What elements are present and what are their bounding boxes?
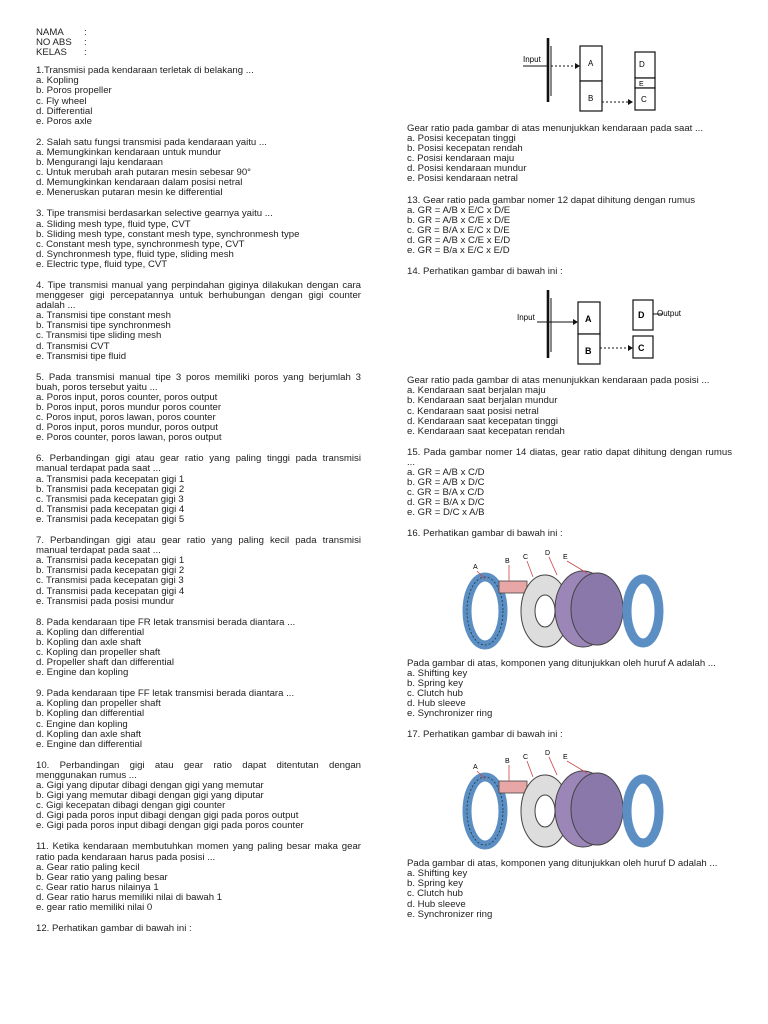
- question-3: [36, 209, 361, 270]
- question-14-continued: [407, 376, 732, 437]
- answer-option: d. Synchronmesh type, fluid type, sliding mesh: [36, 248, 234, 260]
- student-header: [36, 28, 361, 58]
- answer-option: d. GR = A/B x C/E x E/D: [407, 234, 511, 246]
- answer-option: d. Poros input, poros mundur, poros output: [36, 422, 218, 434]
- gear-d-label: D: [639, 60, 645, 69]
- answer-option: a. Gigi yang diputar dibagi dengan gigi yang memutar: [36, 780, 264, 791]
- question-stem: 4. Tipe transmisi manual yang perpindahan giginya dilakukan dengan cara menggeser gigi percepatannya untuk berhubungan dengan gigi counter adalah ...: [36, 279, 361, 312]
- question-2: [36, 138, 361, 199]
- question-13: [407, 196, 732, 257]
- question-8: [36, 618, 361, 679]
- gear-e-label: E: [639, 81, 644, 88]
- question-16: [407, 529, 732, 539]
- question-stem: 16. Perhatikan gambar di bawah ini :: [407, 528, 563, 540]
- question-stem: Gear ratio pada gambar di atas menunjukkan kendaraan pada saat ...: [407, 123, 703, 134]
- gear-a-label: A: [588, 59, 594, 68]
- sync-label-a: A: [473, 563, 478, 571]
- question-stem: Pada gambar di atas, komponen yang ditunjukkan oleh huruf D adalah ...: [407, 858, 718, 870]
- answer-option: e. Engine dan differential: [36, 738, 142, 750]
- answer-option: c. Clutch hub: [407, 888, 463, 900]
- right-question-list: [407, 124, 732, 920]
- sync-label-d: D: [545, 549, 551, 557]
- answer-option: b. Kendaraan saat berjalan mundur: [407, 395, 558, 407]
- question-stem: Pada gambar di atas, komponen yang ditunjukkan oleh huruf A adalah ...: [407, 657, 716, 669]
- answer-option: c. Transmisi pada kecepatan gigi 3: [36, 493, 184, 505]
- answer-option: a. Transmisi pada kecepatan gigi 1: [36, 555, 185, 567]
- answer-option: d. Transmisi pada kecepatan gigi 4: [36, 503, 185, 515]
- sync-label-c: C: [523, 553, 529, 561]
- question-stem: 13. Gear ratio pada gambar nomer 12 dapat dihitung dengan rumus: [407, 194, 695, 206]
- answer-option: b. Kopling dan differential: [36, 708, 145, 720]
- question-stem: 2. Salah satu fungsi transmisi pada kendaraan yaitu ...: [36, 136, 267, 148]
- header-sep: :: [84, 27, 87, 38]
- question-7: [36, 536, 361, 607]
- answer-option: c. GR = B/A x E/C x D/E: [407, 224, 510, 236]
- answer-option: c. Engine dan kopling: [36, 718, 128, 730]
- question-9: [36, 689, 361, 750]
- answer-option: e. Posisi kendaraan netral: [407, 173, 518, 185]
- shifting-key: [499, 781, 527, 793]
- answer-option: c. Kendaraan saat posisi netral: [407, 405, 539, 417]
- question-12-continued: [407, 124, 732, 185]
- input-label: Input: [523, 55, 541, 64]
- answer-option: e. Engine dan kopling: [36, 667, 129, 679]
- gear-a-label: A: [585, 314, 592, 325]
- answer-option: d. Kopling dan axle shaft: [36, 728, 142, 740]
- answer-option: a. Poros input, poros counter, poros output: [36, 391, 218, 403]
- answer-option: d. Propeller shaft dan differential: [36, 657, 174, 669]
- answer-option: d. Transmisi pada kecepatan gigi 4: [36, 585, 185, 597]
- answer-option: d. Gigi pada poros input dibagi dengan gigi pada poros output: [36, 810, 299, 822]
- answer-option: c. Clutch hub: [407, 687, 463, 699]
- answer-option: e. GR = B/a x E/C x E/D: [407, 245, 510, 257]
- question-stem: 15. Pada gambar nomer 14 diatas, gear ratio dapat dihitung dengan rumus ...: [407, 446, 732, 468]
- answer-option: a. Shifting key: [407, 868, 468, 880]
- answer-option: c. GR = B/A x C/D: [407, 487, 485, 499]
- gear-c-label: C: [638, 343, 645, 354]
- answer-option: a. GR = A/B x E/C x D/E: [407, 204, 511, 216]
- answer-option: d. Kendaraan saat kecepatan tinggi: [407, 415, 558, 427]
- answer-option: e. Poros counter, poros lawan, poros output: [36, 432, 222, 444]
- sync-label-c: C: [523, 754, 529, 762]
- sync-label-e: E: [563, 553, 568, 561]
- question-10: [36, 761, 361, 832]
- answer-option: a. Kopling dan differential: [36, 626, 145, 638]
- answer-option: e. Transmisi pada kecepatan gigi 5: [36, 513, 185, 525]
- question-stem: 8. Pada kendaraan tipe FR letak transmisi berada diantara ...: [36, 616, 296, 628]
- gear-c-label: C: [641, 95, 647, 104]
- answer-option: c. Kopling dan propeller shaft: [36, 646, 161, 658]
- answer-option: d. Transmisi CVT: [36, 340, 110, 352]
- answer-option: a. Sliding mesh type, fluid type, CVT: [36, 218, 191, 230]
- answer-option: a. Kopling dan propeller shaft: [36, 698, 161, 710]
- answer-option: b. Sliding mesh type, constant mesh type, synchronmesh type: [36, 228, 300, 240]
- answer-option: b. Transmisi pada kecepatan gigi 2: [36, 565, 185, 577]
- answer-option: e. gear ratio memiliki nilai 0: [36, 902, 153, 914]
- answer-option: e. Meneruskan putaran mesin ke differential: [36, 187, 223, 199]
- answer-option: b. GR = A/B x D/C: [407, 477, 485, 489]
- answer-option: b. GR = A/B x C/E x D/E: [407, 214, 511, 226]
- synchronizer-diagram-2: [437, 751, 677, 851]
- left-column: [36, 28, 361, 945]
- answer-option: e. Transmisi pada posisi mundur: [36, 595, 175, 607]
- question-stem: 7. Perbandingan gigi atau gear ratio yang paling kecil pada transmisi manual terdapat pada saat ...: [36, 535, 361, 557]
- input-label: Input: [517, 313, 535, 323]
- answer-option: c. Poros input, poros lawan, poros counter: [36, 412, 216, 424]
- answer-option: b. Poros propeller: [36, 85, 112, 97]
- question-stem: 17. Perhatikan gambar di bawah ini :: [407, 729, 563, 741]
- gear-b-label: B: [585, 346, 592, 357]
- answer-option: b. Transmisi pada kecepatan gigi 2: [36, 483, 185, 495]
- answer-option: e. Electric type, fluid type, CVT: [36, 258, 168, 270]
- answer-option: d. Hub sleeve: [407, 697, 466, 709]
- question-6: [36, 454, 361, 525]
- answer-option: d. Differential: [36, 105, 93, 117]
- header-label: NAMA: [36, 27, 64, 38]
- answer-option: c. Fly wheel: [36, 95, 87, 107]
- answer-option: c. Constant mesh type, synchronmesh type, CVT: [36, 238, 245, 250]
- answer-option: b. Mengurangi laju kendaraan: [36, 157, 163, 169]
- header-label: KELAS: [36, 47, 67, 59]
- question-stem: 12. Perhatikan gambar di bawah ini :: [36, 923, 192, 935]
- question-stem: 3. Tipe transmisi berdasarkan selective gearnya yaitu ...: [36, 208, 273, 220]
- answer-option: b. Gear ratio yang paling besar: [36, 871, 168, 883]
- answer-option: a. Gear ratio paling kecil: [36, 861, 140, 873]
- synchronizer-ring-right: [627, 579, 659, 643]
- shifting-key: [499, 581, 527, 593]
- gear-d-shape: [635, 52, 655, 78]
- synchronizer-ring-right: [627, 779, 659, 843]
- answer-option: c. Transmisi pada kecepatan gigi 3: [36, 575, 184, 587]
- answer-option: b. Spring key: [407, 878, 463, 890]
- question-stem: 11. Ketika kendaraan membutuhkan momen yang paling besar maka gear ratio pada kendaraan harus pada posisi ...: [36, 841, 361, 863]
- question-stem: 5. Pada transmisi manual tipe 3 poros memiliki poros yang berjumlah 3 buah, poros tersebut yaitu ...: [36, 371, 361, 393]
- answer-option: d. Posisi kendaraan mundur: [407, 163, 527, 175]
- question-stem: 10. Perbandingan gigi atau gear ratio dapat ditentutan dengan menggunakan rumus ...: [36, 759, 361, 781]
- answer-option: a. Memungkinkan kendaraan untuk mundur: [36, 146, 222, 158]
- question-stem: Gear ratio pada gambar di atas menunjukkan kendaraan pada posisi ...: [407, 375, 710, 387]
- answer-option: b. Gigi yang memutar dibagi dengan gigi yang diputar: [36, 790, 264, 802]
- question-14: [407, 267, 732, 277]
- sync-label-e: E: [563, 754, 568, 762]
- answer-option: e. Kendaraan saat kecepatan rendah: [407, 425, 565, 437]
- gear-e-shape: [635, 78, 655, 88]
- sync-label-a: A: [473, 764, 478, 772]
- left-question-list: [36, 66, 361, 934]
- header-sep: :: [84, 47, 87, 59]
- answer-option: b. Poros input, poros mundur poros counter: [36, 402, 222, 413]
- answer-option: e. Transmisi tipe fluid: [36, 350, 127, 362]
- answer-option: d. GR = B/A x D/C: [407, 497, 485, 509]
- question-17-continued: [407, 859, 732, 920]
- answer-option: b. Kopling dan axle shaft: [36, 636, 142, 648]
- answer-option: a. Kendaraan saat berjalan maju: [407, 385, 546, 397]
- question-12: [36, 924, 361, 934]
- question-stem: 1.Transmisi pada kendaraan terletak di belakang ...: [36, 65, 254, 77]
- answer-option: c. Transmisi tipe sliding mesh: [36, 330, 162, 342]
- question-5: [36, 373, 361, 444]
- answer-option: a. Transmisi pada kecepatan gigi 1: [36, 473, 185, 485]
- answer-option: e. Gigi pada poros input dibagi dengan gigi pada poros counter: [36, 820, 304, 832]
- question-16-continued: [407, 659, 732, 720]
- question-15: [407, 448, 732, 519]
- answer-option: c. Posisi kendaraan maju: [407, 153, 515, 165]
- sync-label-b: B: [505, 557, 510, 565]
- answer-option: d. Gear ratio harus memiliki nilai di bawah 1: [36, 891, 223, 903]
- answer-option: c. Untuk merubah arah putaran mesin sebesar 90°: [36, 167, 252, 179]
- question-11: [36, 842, 361, 913]
- answer-option: a. Transmisi tipe constant mesh: [36, 310, 171, 322]
- gear-b-label: B: [588, 94, 594, 103]
- answer-option: a. Kopling: [36, 75, 79, 87]
- answer-option: a. Shifting key: [407, 667, 468, 679]
- question-stem: 6. Perbandingan gigi atau gear ratio yang paling tinggi pada transmisi manual terdapat pada saat ...: [36, 453, 361, 475]
- sync-label-b: B: [505, 758, 510, 766]
- answer-option: b. Spring key: [407, 677, 463, 689]
- answer-option: e. Synchronizer ring: [407, 908, 493, 920]
- answer-option: c. Gigi kecepatan dibagi dengan gigi counter: [36, 800, 226, 812]
- answer-option: e. Poros axle: [36, 115, 92, 127]
- answer-option: d. Memungkinkan kendaraan dalam posisi netral: [36, 177, 243, 189]
- question-1: [36, 66, 361, 127]
- header-sep: :: [84, 37, 87, 49]
- question-17: [407, 730, 732, 740]
- gear-train-diagram-1: [447, 36, 647, 114]
- answer-option: b. Posisi kecepatan rendah: [407, 143, 523, 155]
- question-stem: 14. Perhatikan gambar di bawah ini :: [407, 266, 563, 278]
- right-column: [407, 36, 732, 931]
- gear-train-diagram-2: [447, 288, 682, 366]
- answer-option: d. Hub sleeve: [407, 898, 466, 910]
- sync-label-d: D: [545, 750, 551, 758]
- output-label: Output: [657, 309, 682, 319]
- answer-option: a. GR = A/B x C/D: [407, 466, 485, 478]
- question-stem: 9. Pada kendaraan tipe FF letak transmisi berada diantara ...: [36, 688, 295, 700]
- header-row-kelas: [36, 48, 361, 58]
- answer-option: e. GR = D/C x A/B: [407, 507, 485, 519]
- header-label: NO ABS: [36, 37, 72, 49]
- gear-d-label: D: [638, 310, 645, 321]
- answer-option: b. Transmisi tipe synchronmesh: [36, 320, 171, 332]
- question-4: [36, 281, 361, 362]
- answer-option: c. Gear ratio harus nilainya 1: [36, 881, 159, 893]
- answer-option: e. Synchronizer ring: [407, 708, 493, 719]
- answer-option: a. Posisi kecepatan tinggi: [407, 133, 516, 145]
- synchronizer-diagram-1: [437, 551, 677, 651]
